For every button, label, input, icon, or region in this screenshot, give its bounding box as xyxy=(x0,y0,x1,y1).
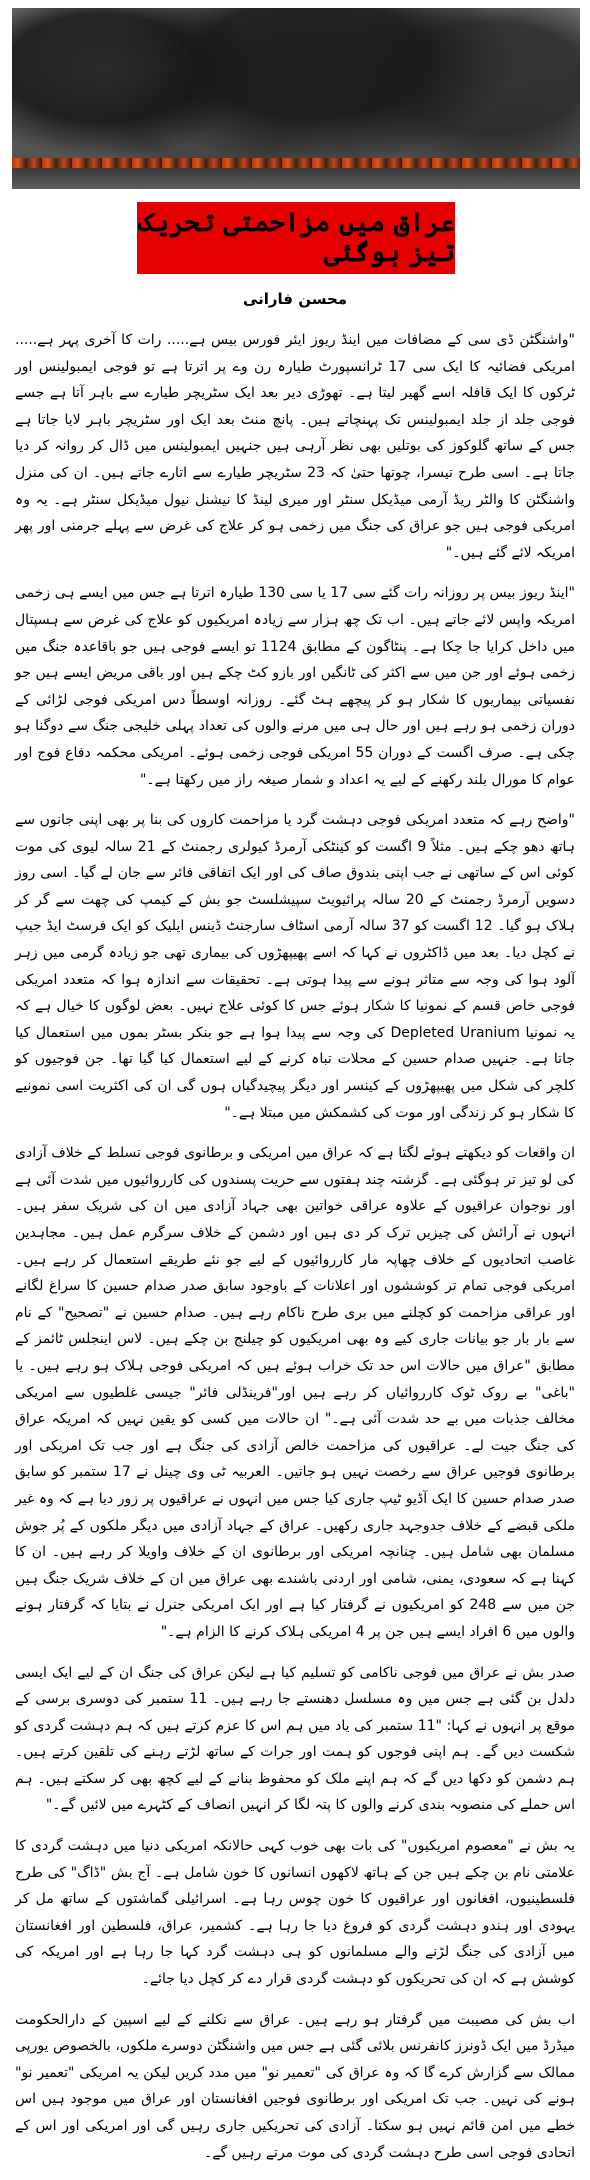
article-title: عراق میں مزاحمتی تحریک تیز ہوگئی xyxy=(138,208,455,268)
paragraph: اب بش کی مصیبت میں گرفتار ہو رہے ہیں۔ عراق سے نکلنے کے لیے اسپین کے دارالحکومت میڈرڈ میں ایک ڈونرز کانفرنس بلائی گئی ہے جس میں واشنگٹن دوسرے ملکوں، بالخصوص یورپی ممالک سے گزارش کرے گا کہ وہ عراق کی "تعمیر نو" میں مدد کریں لیکن یہ امریکی "تعمیر نو" ہونے کی نہیں۔ جب تک امریکی اور برطانوی فوجیں افغانستان اور عراق میں موجود ہیں اس خطے میں امن قائم نہیں ہو سکتا۔ آزادی کی تحریکیں جاری رہیں گی اور امریکی اور اس کے اتحادی فوجی اسی طرح دہشت گردی کی موت مرتے رہیں گے۔ xyxy=(15,2011,575,2161)
ground-strip xyxy=(12,168,580,189)
title-banner xyxy=(137,202,455,274)
header-photo xyxy=(12,8,580,189)
paragraph: صدر بش نے عراق میں فوجی ناکامی کو تسلیم کیا ہے لیکن عراق کی جنگ ان کے لیے ایک ایسی دلدل بن گئی ہے جس میں وہ مسلسل دھنستے جا رہے ہیں۔ 11 ستمبر کی دوسری برسی کے موقع پر انہوں نے کہا: "11 ستمبر کی یاد میں ہم اس کا عزم کرتے ہیں کہ ہم دہشت گردی کو شکست دیں گے۔ ہم اپنی فوجوں کو ہمت اور جرات کے ساتھ لڑتے رہنے کی تلقین کرتے ہیں۔ ہم دشمن کو دکھا دیں گے کہ ہم اپنے ملک کو محفوظ بنانے کے لیے کچھ بھی کر سکتے ہیں۔ ہم اس حملے کی منصوبہ بندی کرنے والوں کا پتہ لگا کر انہیں انصاف کے کٹہرے میں لائیں گے۔" xyxy=(15,1664,575,1814)
author-name: محسن فارانی xyxy=(242,290,348,308)
paragraph: ان واقعات کو دیکھتے ہوئے لگتا ہے کہ عراق میں امریکی و برطانوی فوجی تسلط کے خلاف آزادی کی لو تیز تر ہوگئی ہے۔ گزشتہ چند ہفتوں سے حریت پسندوں کی کارروائیوں میں شدت آئی ہے اور نوجوان عراقیوں کے علاوہ عراقی خواتین بھی جہاد آزادی میں ان کی شریک سفر ہیں۔ انہوں نے آرائش کی چیزیں ترک کر دی ہیں اور دشمن کے خلاف سرگرم عمل ہیں۔ مجاہدین غاصب اتحادیوں کے خلاف چھاپہ مار کارروائیوں کے لیے جو نئے طریقے استعمال کر رہے ہیں۔ امریکی فوجی تمام تر کوششوں اور اعلانات کے باوجود سابق صدر صدام حسین کا سراغ لگانے اور عراقی مزاحمت کو کچلنے میں بری طرح ناکام رہے ہیں۔ صدام حسین نے "تصحیح" کے نام سے بار بار جو بیانات جاری کیے وہ بھی امریکیوں کو چیلنج بن چکے ہیں۔ لاس اینجلس ٹائمز کے مطابق "عراق میں حالات اس حد تک خراب ہوئے ہیں کہ امریکی فوجی ہلاک ہو رہے ہیں۔ یا "باغی" بے روک ٹوک کارروائیاں کر رہے ہیں اور"فرینڈلی فائر" جیسی غلطیوں سے امریکی مخالف جذبات میں بے حد شدت آئی ہے۔" ان حالات میں کسی کو یقین نہیں کہ امریکہ عراق کی جنگ جیت لے۔ عراقیوں کی مزاحمت خالص آزادی کی جنگ ہے اور جب تک امریکی اور برطانوی فوجیں عراق سے رخصت نہیں ہو جاتیں۔ العربیہ ٹی وی چینل نے 17 ستمبر کو سابق صدر صدام حسین کا ایک آڈیو ٹیپ جاری کیا جس میں انہوں نے عراقیوں پر زور دیا ہے کہ وہ غیر ملکی قبضے کے خلاف جدوجہد جاری رکھیں۔ عراق کے جہاد آزادی میں دیگر ملکوں کے پُر جوش مسلمان بھی شامل ہیں۔ چنانچہ امریکی اور برطانوی ان کے خلاف واویلا کر رہے ہیں۔ ان کا کہنا ہے کہ سعودی، یمنی، شامی اور اردنی باشندے بھی عراق میں ان کے خلاف شریک جنگ ہیں جن میں سے 248 کو امریکیوں نے گرفتار کیا ہے اور ایک امریکی جنرل نے بتایا کہ گرفتار ہونے والوں میں 6 افراد ایسے ہیں جن پر 4 امریکی ہلاک کرنے کا الزام ہے۔" xyxy=(15,1145,576,1640)
article-body xyxy=(15,327,575,2180)
paragraph: "واشنگٹن ڈی سی کے مضافات میں اینڈ ریوز ایئر فورس بیس ہے..... رات کا آخری پہر ہے..... امریکی فضائیہ کا ایک سی 17 ٹرانسپورٹ طیارہ رن وے پر اترتا ہے تو فوجی ایمبولینس اور ٹرکوں کا ایک قافلہ اسے گھیر لیتا ہے۔ تھوڑی دیر بعد ایک سٹریچر طیارے سے باہر آتا ہے جسے فوجی جلد از جلد ایمبولینس تک پہنچاتے ہیں۔ پانچ منٹ بعد ایک اور سٹریچر باہر لایا جاتا ہے جس کے ساتھ گلوکوز کی بوتلیں بھی نظر آرہی ہیں جنہیں ایمبولینس میں ڈال کر روانہ کر دیا جاتا ہے۔ اسی طرح تیسرا، چوتھا حتیٰ کہ 23 سٹریچر طیارے سے اتارے جاتے ہیں۔ ان کی منزل واشنگٹن کا والٹر ریڈ آرمی میڈیکل سنٹر اور میری لینڈ کا نیشنل نیول میڈیکل سنٹر ہے۔ یہ وہ امریکی فوجی ہیں جو عراق کی جنگ میں زخمی ہو کر علاج کی غرض سے پہلے جرمنی اور پھر امریکہ لائے گئے ہیں۔" xyxy=(15,332,575,561)
fire-line xyxy=(12,158,580,168)
paragraph: "واضح رہے کہ متعدد امریکی فوجی دہشت گرد یا مزاحمت کاروں کی بنا پر بھی اپنی جانوں سے ہاتھ دھو چکے ہیں۔ مثلاً 9 اگست کو کینٹکی آرمرڈ کیولری رجمنٹ کے 21 سالہ لیوی کی موت کوئی اس کے ساتھی نے جب اپنی بندوق صاف کی اور ایک اتفاقی فائر سے جان لے گیا۔ اسی روز دسویں آرمرڈ رجمنٹ کے 20 سالہ پرائیویٹ سپیشلسٹ جو بش کے کیمپ کی چھت سے گر کر ہلاک ہو گیا۔ 12 اگست کو 37 سالہ آرمی اسٹاف سارجنٹ ڈینس ایلیک کو ایک فرسٹ ایڈ جیپ نے کچل دیا۔ بعد میں ڈاکٹروں نے کہا کہ اسے پھیپھڑوں کی بیماری تھی جو زیادہ گرمی میں زہر آلود ہوا کی وجہ سے متاثر ہونے سے پیدا ہوتی ہے۔ تحقیقات سے اندازہ ہوا کہ متعدد امریکی فوجی خاص قسم کے نمونیا کا شکار ہوئے جس کا کوئی علاج نہیں۔ بعض لوگوں کا خیال ہے کہ یہ نمونیا Depleted Uranium کی وجہ سے پیدا ہوا ہے جو بنکر بسٹر بموں میں استعمال کیا جاتا ہے۔ جنہیں صدام حسین کے محلات تباہ کرنے کے لیے استعمال کیا گیا تھا۔ جن فوجیوں کو کلچر کی شکل میں پھیپھڑوں کے کینسر اور دیگر پیچیدگیاں ہوں گی ان کی اکثریت اسی نمونیے کا شکار ہو کر زندگی اور موت کی کشمکش میں مبتلا ہے۔" xyxy=(15,812,576,1121)
paragraph: یہ بش نے "معصوم امریکیوں" کی بات بھی خوب کہی حالانکہ امریکی دنیا میں دہشت گردی کا علامتی نام بن چکے ہیں جن کے ہاتھ لاکھوں انسانوں کا خون شامل ہے۔ آج بش "ڈاگ" کی طرح فلسطینیوں، افغانوں اور عراقیوں کا خون چوس رہا ہے۔ اسرائیلی گماشتوں کے ساتھ مل کر یہودی اور ہندو دہشت گردی کو فروغ دیا جا رہا ہے۔ کشمیر، عراق، فلسطین اور افغانستان میں آزادی کی جنگ لڑنے والے مسلمانوں کو ہی دہشت گرد کہا جا رہا ہے اور امریکہ کی کوشش ہے کہ ان کی تحریکوں کو دہشت گردی قرار دے کر کچل دیا جائے۔ xyxy=(15,1838,575,1988)
paragraph: "اینڈ ریوز بیس پر روزانہ رات گئے سی 17 یا سی 130 طیارہ اترتا ہے جس میں ایسے ہی زخمی امریکہ واپس لائے جاتے ہیں۔ اب تک چھ ہزار سے زیادہ امریکیوں کو علاج کی غرض سے ہسپتال میں داخل کرایا جا چکا ہے۔ پنٹاگون کے مطابق 1124 تو ایسے فوجی ہیں جو باقاعدہ جنگ میں زخمی ہوئے اور جن میں سے اکثر کی ٹانگیں اور بازو کٹ چکے ہیں اور باقی مریض ایسے ہیں جو نفسیاتی بیماریوں کا شکار ہو کر پیچھے ہٹ گئے۔ روزانہ اوسطاً دس امریکی فوجی لڑائی کے دوران زخمی ہو رہے ہیں اور حال ہی میں مرنے والوں کی تعداد پہلی خلیجی جنگ سے دوگنا ہو چکی ہے۔ صرف اگست کے دوران 55 امریکی فوجی زخمی ہوئے۔ امریکی محکمہ دفاع فوج اور عوام کا مورال بلند رکھنے کے لیے یہ اعداد و شمار صیغہ راز میں رکھتا ہے۔" xyxy=(15,585,575,788)
